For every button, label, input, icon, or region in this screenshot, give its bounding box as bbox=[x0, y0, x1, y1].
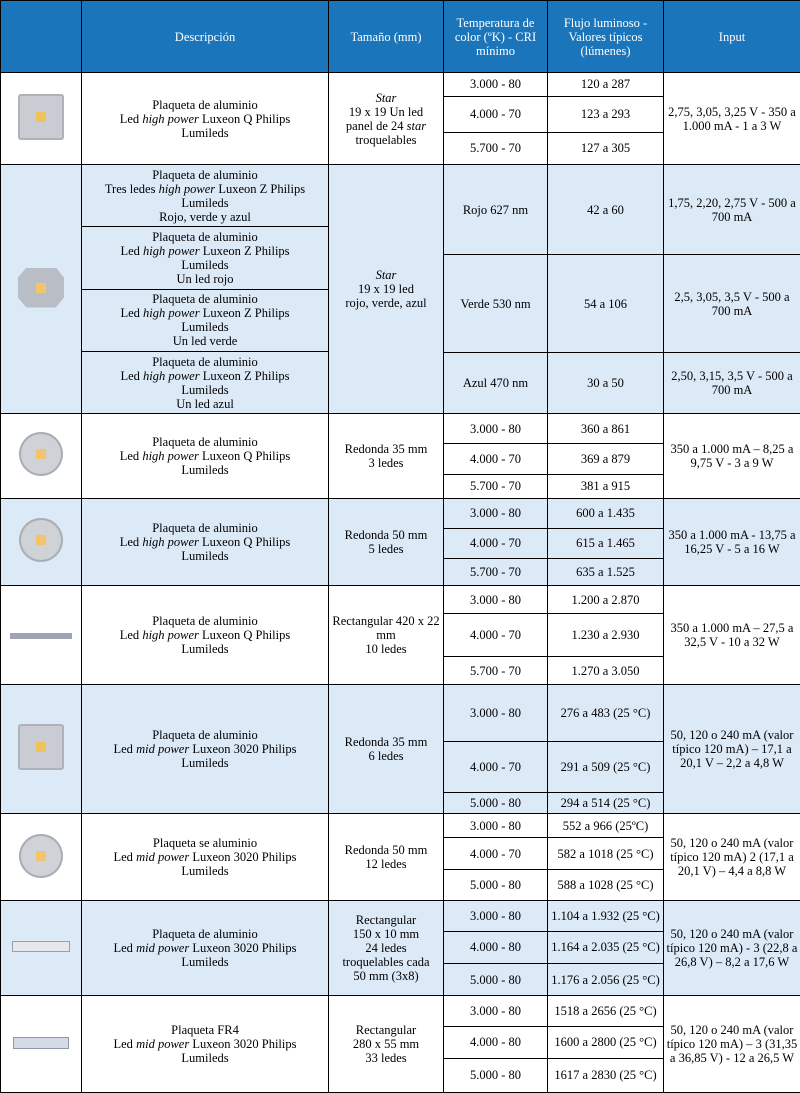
size-cell: Redonda 35 mm 3 ledes bbox=[329, 414, 444, 498]
square-board-icon bbox=[18, 724, 64, 770]
description-cell: Plaqueta de aluminio Led high power Luxeon Z Philips Lumileds Un led azul bbox=[82, 351, 329, 413]
table-row bbox=[1, 996, 800, 1027]
temp-cell: 3.000 - 80 bbox=[444, 498, 548, 528]
product-image-cell bbox=[1, 814, 82, 900]
temp-cell: 3.000 - 80 bbox=[444, 586, 548, 614]
flux-cell: 1.104 a 1.932 (25 °C) bbox=[548, 900, 664, 931]
flux-cell: 369 a 879 bbox=[548, 444, 664, 474]
round-board-icon bbox=[19, 518, 63, 562]
table-row bbox=[1, 73, 800, 96]
flux-cell: 1518 a 2656 (25 °C) bbox=[548, 996, 664, 1027]
temp-cell: 5.000 - 80 bbox=[444, 1058, 548, 1092]
flux-cell: 1.164 a 2.035 (25 °C) bbox=[548, 931, 664, 963]
flux-cell: 123 a 293 bbox=[548, 96, 664, 132]
strip-board-icon bbox=[13, 1037, 69, 1049]
description-cell: Plaqueta de aluminio Led mid power Luxeon 3020 Philips Lumileds bbox=[82, 900, 329, 996]
flux-cell: 1.200 a 2.870 bbox=[548, 586, 664, 614]
description-cell: Plaqueta de aluminio Led high power Luxeon Q Philips Lumileds bbox=[82, 586, 329, 685]
description-cell: Plaqueta de aluminio Tres ledes high power Luxeon Z Philips Lumileds Rojo, verde y azul bbox=[82, 164, 329, 226]
flux-cell: 615 a 1.465 bbox=[548, 528, 664, 558]
product-image-cell bbox=[1, 164, 82, 413]
size-cell: Redonda 50 mm 12 ledes bbox=[329, 814, 444, 900]
table-row bbox=[1, 164, 800, 226]
temp-cell: 4.000 - 80 bbox=[444, 1027, 548, 1058]
flux-cell: 276 a 483 (25 °C) bbox=[548, 684, 664, 741]
flux-cell: 120 a 287 bbox=[548, 73, 664, 96]
temp-cell: 4.000 - 70 bbox=[444, 614, 548, 657]
input-cell: 2,50, 3,15, 3,5 V - 500 a 700 mA bbox=[664, 352, 800, 413]
flux-cell: 54 a 106 bbox=[548, 255, 664, 353]
input-cell: 1,75, 2,20, 2,75 V - 500 a 700 mA bbox=[664, 164, 800, 254]
temp-cell: 4.000 - 70 bbox=[444, 528, 548, 558]
header-flujo: Flujo luminoso - Valores típicos (lúmenes) bbox=[548, 1, 664, 73]
strip-board-icon bbox=[12, 941, 70, 952]
table-row bbox=[1, 814, 800, 838]
size-cell: Star 19 x 19 led rojo, verde, azul bbox=[329, 164, 444, 413]
temp-cell: 3.000 - 80 bbox=[444, 73, 548, 96]
description-cell: Plaqueta de aluminio Led high power Luxeon Q Philips Lumileds bbox=[82, 498, 329, 585]
round-board-icon bbox=[19, 432, 63, 476]
input-cell: 350 a 1.000 mA - 13,75 a 16,25 V - 5 a 16 W bbox=[664, 498, 800, 585]
flux-cell: 1.270 a 3.050 bbox=[548, 657, 664, 684]
description-cell: Plaqueta de aluminio Led high power Luxeon Z Philips Lumileds Un led verde bbox=[82, 289, 329, 351]
temp-cell: 5.700 - 70 bbox=[444, 657, 548, 684]
input-cell: 50, 120 o 240 mA (valor típico 120 mA) – 3 (31,35 a 36,85 V) - 12 a 26,5 W bbox=[664, 996, 800, 1093]
temp-cell: 5.000 - 80 bbox=[444, 964, 548, 996]
table-row bbox=[1, 684, 800, 741]
description-cell: Plaqueta de aluminio Led high power Luxeon Z Philips Lumileds Un led rojo bbox=[82, 227, 329, 289]
flux-cell: 42 a 60 bbox=[548, 164, 664, 254]
description-cell: Plaqueta de aluminio Led high power Luxeon Q Philips Lumileds bbox=[82, 73, 329, 164]
temp-cell: 4.000 - 70 bbox=[444, 96, 548, 132]
star-board-icon bbox=[18, 268, 64, 308]
flux-cell: 1600 a 2800 (25 °C) bbox=[548, 1027, 664, 1058]
temp-cell: 5.700 - 70 bbox=[444, 474, 548, 498]
temp-cell: 5.700 - 70 bbox=[444, 132, 548, 164]
size-cell: Rectangular 280 x 55 mm 33 ledes bbox=[329, 996, 444, 1093]
description-cell: Plaqueta se aluminio Led mid power Luxeon 3020 Philips Lumileds bbox=[82, 814, 329, 900]
temp-cell: 4.000 - 80 bbox=[444, 931, 548, 963]
flux-cell: 127 a 305 bbox=[548, 132, 664, 164]
temp-cell: 5.000 - 80 bbox=[444, 793, 548, 814]
temp-cell: 3.000 - 80 bbox=[444, 996, 548, 1027]
flux-cell: 291 a 509 (25 °C) bbox=[548, 741, 664, 792]
temp-cell: 3.000 - 80 bbox=[444, 684, 548, 741]
temp-cell: 5.700 - 70 bbox=[444, 558, 548, 585]
temp-cell: 3.000 - 80 bbox=[444, 414, 548, 444]
temp-cell: Azul 470 nm bbox=[444, 352, 548, 413]
flux-cell: 600 a 1.435 bbox=[548, 498, 664, 528]
description-cell: Plaqueta de aluminio Led high power Luxeon Q Philips Lumileds bbox=[82, 414, 329, 498]
product-image-cell bbox=[1, 900, 82, 996]
flux-cell: 1617 a 2830 (25 °C) bbox=[548, 1058, 664, 1092]
flux-cell: 30 a 50 bbox=[548, 352, 664, 413]
header-tamano: Tamaño (mm) bbox=[329, 1, 444, 73]
product-image-cell bbox=[1, 498, 82, 585]
description-cell: Plaqueta FR4 Led mid power Luxeon 3020 Philips Lumileds bbox=[82, 996, 329, 1093]
input-cell: 350 a 1.000 mA – 8,25 a 9,75 V - 3 a 9 W bbox=[664, 414, 800, 498]
temp-cell: 3.000 - 80 bbox=[444, 814, 548, 838]
product-image-cell bbox=[1, 684, 82, 814]
table-row bbox=[1, 498, 800, 528]
size-cell: Redonda 50 mm 5 ledes bbox=[329, 498, 444, 585]
input-cell: 2,75, 3,05, 3,25 V - 350 a 1.000 mA - 1 a 3 W bbox=[664, 73, 800, 164]
temp-cell: 4.000 - 70 bbox=[444, 741, 548, 792]
temp-cell: 4.000 - 70 bbox=[444, 444, 548, 474]
header-temperatura: Temperatura de color (ºK) - CRI mínimo bbox=[444, 1, 548, 73]
input-cell: 2,5, 3,05, 3,5 V - 500 a 700 mA bbox=[664, 255, 800, 353]
temp-cell: Rojo 627 nm bbox=[444, 164, 548, 254]
product-image-cell bbox=[1, 996, 82, 1093]
flux-cell: 582 a 1018 (25 °C) bbox=[548, 838, 664, 869]
header-image bbox=[1, 1, 82, 73]
flux-cell: 635 a 1.525 bbox=[548, 558, 664, 585]
flux-cell: 1.176 a 2.056 (25 °C) bbox=[548, 964, 664, 996]
table-row bbox=[1, 586, 800, 614]
product-image-cell bbox=[1, 73, 82, 164]
input-cell: 50, 120 o 240 mA (valor típico 120 mA) – 17,1 a 20,1 V – 2,2 a 4,8 W bbox=[664, 684, 800, 814]
flux-cell: 588 a 1028 (25 °C) bbox=[548, 869, 664, 900]
size-cell: Rectangular 150 x 10 mm 24 ledes troquelables cada 50 mm (3x8) bbox=[329, 900, 444, 996]
size-cell: Rectangular 420 x 22 mm 10 ledes bbox=[329, 586, 444, 685]
flux-cell: 294 a 514 (25 °C) bbox=[548, 793, 664, 814]
input-cell: 50, 120 o 240 mA (valor típico 120 mA) - 3 (22,8 a 26,8 V) – 8,2 a 17,6 W bbox=[664, 900, 800, 996]
description-cell: Plaqueta de aluminio Led mid power Luxeon 3020 Philips Lumileds bbox=[82, 684, 329, 814]
input-cell: 350 a 1.000 mA – 27,5 a 32,5 V - 10 a 32 W bbox=[664, 586, 800, 685]
temp-cell: 4.000 - 70 bbox=[444, 838, 548, 869]
header-descripcion: Descripción bbox=[82, 1, 329, 73]
temp-cell: 5.000 - 80 bbox=[444, 869, 548, 900]
table-row bbox=[1, 900, 800, 931]
temp-cell: Verde 530 nm bbox=[444, 255, 548, 353]
flux-cell: 360 a 861 bbox=[548, 414, 664, 444]
round-board-icon bbox=[19, 834, 63, 878]
flux-cell: 381 a 915 bbox=[548, 474, 664, 498]
table-row bbox=[1, 414, 800, 444]
temp-cell: 3.000 - 80 bbox=[444, 900, 548, 931]
square-board-icon bbox=[18, 94, 64, 140]
input-cell: 50, 120 o 240 mA (valor típico 120 mA) 2 (17,1 a 20,1 V) – 4,4 a 8,8 W bbox=[664, 814, 800, 900]
flux-cell: 1.230 a 2.930 bbox=[548, 614, 664, 657]
strip-board-icon bbox=[10, 633, 72, 639]
product-image-cell bbox=[1, 414, 82, 498]
size-cell: Redonda 35 mm 6 ledes bbox=[329, 684, 444, 814]
size-cell: Star 19 x 19 Un led panel de 24 star troquelables bbox=[329, 73, 444, 164]
flux-cell: 552 a 966 (25ºC) bbox=[548, 814, 664, 838]
product-image-cell bbox=[1, 586, 82, 685]
header-input: Input bbox=[664, 1, 800, 73]
